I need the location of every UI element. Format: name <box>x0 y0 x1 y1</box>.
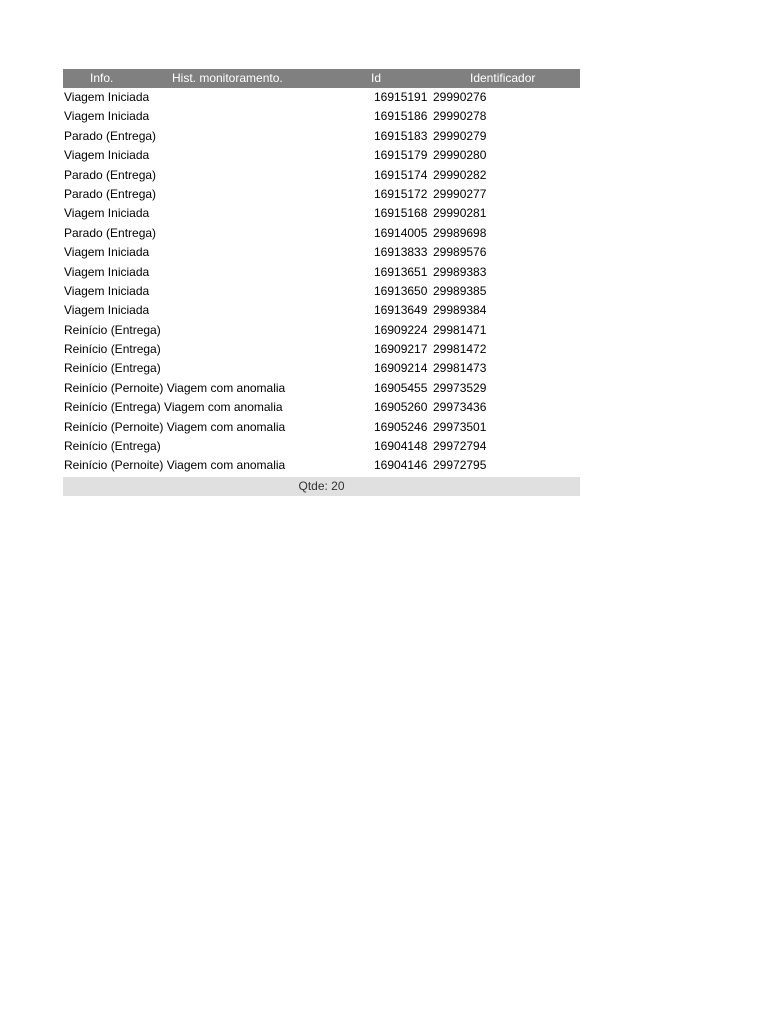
table-row <box>63 204 580 223</box>
table-body <box>63 88 580 476</box>
row-identificador: 29989385 <box>433 283 487 298</box>
row-id: 16904146 <box>374 458 428 473</box>
row-identificador: 29989576 <box>433 245 487 260</box>
table-row <box>63 418 580 437</box>
row-identificador: 29990279 <box>433 128 487 143</box>
row-identificador: 29973436 <box>433 400 487 415</box>
table-row <box>63 88 580 107</box>
table-row <box>63 359 580 378</box>
row-identificador: 29990277 <box>433 186 487 201</box>
row-id: 16915174 <box>374 167 428 182</box>
row-identificador: 29990278 <box>433 109 487 124</box>
table-row <box>63 379 580 398</box>
row-status: Parado (Entrega) <box>64 128 157 143</box>
row-id: 16913833 <box>374 245 428 260</box>
row-identificador: 29989383 <box>433 264 487 279</box>
row-identificador: 29990276 <box>433 90 487 104</box>
table-row <box>63 166 580 185</box>
row-status: Viagem Iniciada <box>64 303 150 318</box>
row-identificador: 29972794 <box>433 439 487 454</box>
row-status: Reinício (Pernoite) Viagem com anomalia <box>64 419 286 434</box>
row-status: Parado (Entrega) <box>64 167 157 182</box>
table-row <box>63 243 580 262</box>
row-id: 16909214 <box>374 361 428 376</box>
table-row <box>63 321 580 340</box>
row-status: Reinício (Entrega) <box>64 322 161 337</box>
table-row <box>63 398 580 417</box>
row-identificador: 29989698 <box>433 225 487 240</box>
header-id: Id <box>371 71 382 85</box>
table-row <box>63 146 580 165</box>
row-status: Viagem Iniciada <box>64 90 150 104</box>
monitoring-report <box>63 69 580 496</box>
row-status: Reinício (Entrega) <box>64 342 161 357</box>
table-header <box>63 69 580 88</box>
row-id: 16905260 <box>374 400 428 415</box>
table-row <box>63 301 580 320</box>
row-identificador: 29981471 <box>433 322 487 337</box>
header-identificador: Identificador <box>470 71 536 85</box>
row-identificador: 29990280 <box>433 148 487 163</box>
row-id: 16915172 <box>374 186 428 201</box>
row-id: 16905246 <box>374 419 428 434</box>
table-row <box>63 282 580 301</box>
row-status: Viagem Iniciada <box>64 264 150 279</box>
row-status: Reinício (Entrega) <box>64 439 161 454</box>
row-id: 16905455 <box>374 380 428 395</box>
row-identificador: 29973501 <box>433 419 487 434</box>
row-status: Viagem Iniciada <box>64 245 150 260</box>
row-status: Parado (Entrega) <box>64 186 157 201</box>
row-status: Viagem Iniciada <box>64 283 150 298</box>
row-id: 16915168 <box>374 206 428 221</box>
row-identificador: 29972795 <box>433 458 487 473</box>
table-row <box>63 224 580 243</box>
row-status: Viagem Iniciada <box>64 206 150 221</box>
row-status: Reinício (Entrega) <box>64 361 161 376</box>
row-id: 16913650 <box>374 283 428 298</box>
table-row <box>63 340 580 359</box>
row-identificador: 29981473 <box>433 361 487 376</box>
table-row <box>63 127 580 146</box>
row-identificador: 29990282 <box>433 167 487 182</box>
header-hist-monitoramento: Hist. monitoramento. <box>172 71 283 85</box>
row-id: 16913651 <box>374 264 428 279</box>
row-identificador: 29990281 <box>433 206 487 221</box>
row-status: Viagem Iniciada <box>64 109 150 124</box>
table-row <box>63 185 580 204</box>
row-id: 16915186 <box>374 109 428 124</box>
row-id: 16909224 <box>374 322 428 337</box>
row-id: 16915179 <box>374 148 428 163</box>
row-id: 16904148 <box>374 439 428 454</box>
row-id: 16914005 <box>374 225 428 240</box>
record-count: Qtde: 20 <box>63 477 580 496</box>
header-info: Info. <box>90 71 114 85</box>
row-id: 16909217 <box>374 342 428 357</box>
row-status: Reinício (Entrega) Viagem com anomalia <box>64 400 283 415</box>
row-identificador: 29989384 <box>433 303 487 318</box>
row-identificador: 29973529 <box>433 380 487 395</box>
row-id: 16913649 <box>374 303 428 318</box>
row-id: 16915183 <box>374 128 428 143</box>
row-status: Reinício (Pernoite) Viagem com anomalia <box>64 380 286 395</box>
row-status: Viagem Iniciada <box>64 148 150 163</box>
table-row <box>63 263 580 282</box>
row-status: Reinício (Pernoite) Viagem com anomalia <box>64 458 286 473</box>
table-row <box>63 456 580 475</box>
table-row <box>63 437 580 456</box>
row-status: Parado (Entrega) <box>64 225 157 240</box>
table-row <box>63 107 580 126</box>
row-identificador: 29981472 <box>433 342 487 357</box>
row-id: 16915191 <box>374 90 428 104</box>
